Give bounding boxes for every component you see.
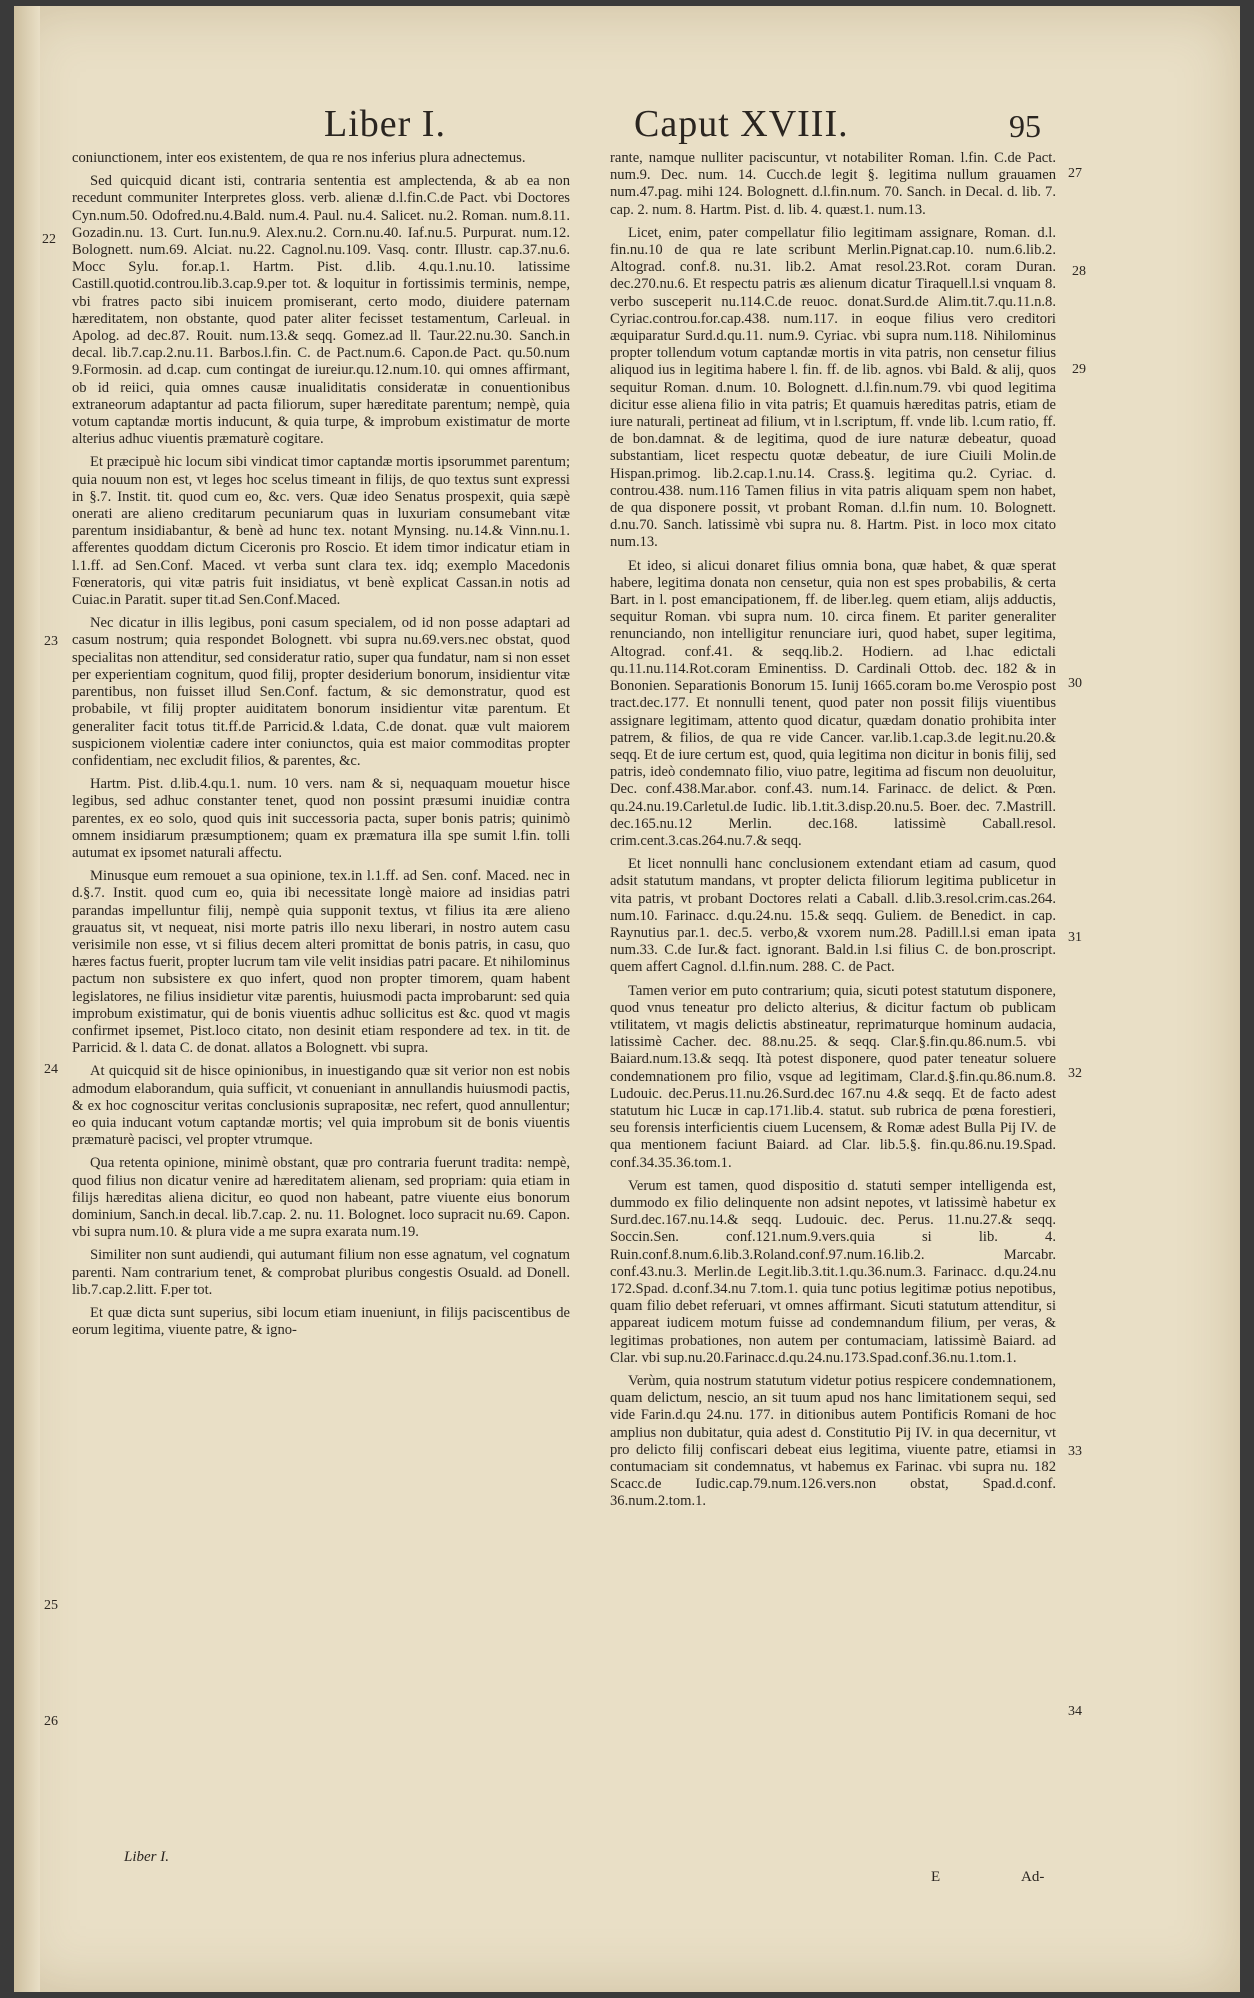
paragraph: Et præcipuè hic locum sibi vindicat timor captandæ mortis ipsorummet parentum; quia nouum non est, vt leges hoc scelus timeant in filijs, de quo textus sunt expressi in §.7. Instit. tit. quod cum eo, &c. vers. Quæ ideo Senatus prospexit, quia sæpè onerati are alieno creditarum pecuniarum quas in luxuriam consumebant vitæ parentum insidiabantur, & benè ad hunc tex. notant Mynsing. nu.14.& Vinn.nu.1. afferentes quoddam dictum Ciceronis pro Roscio. Et idem timor indicatur etiam in l.1.ff. ad Sen.Conf. Maced. vt verba sunt clara tex. idq; exemplo Macedonis Fœneratoris, qui vitæ patris fuit insidiatus, vt benè explicat Cassan.in notis ad Cuiac.in Paratit. super tit.ad Sen.Conf.Maced. bbox=[72, 454, 570, 609]
paragraph: rante, namque nulliter paciscuntur, vt notabiliter Roman. l.fin. C.de Pact. num.9. Dec. num. 14. Cucch.de legit §. legitima nullum grauamen num.47.pag. mihi 124. Bolognett. d.l.fin.num. 70. Sanch. in Decal. d. lib. 7. cap. 2. num. 8. Hartm. Pist. d. lib. 4. quæst.1. num.13. bbox=[610, 150, 1056, 218]
margin-number: 27 bbox=[1068, 166, 1082, 181]
book-page bbox=[14, 6, 1240, 1992]
margin-number: 31 bbox=[1068, 930, 1082, 945]
page-number: 95 bbox=[1009, 108, 1041, 144]
paragraph: Verum est tamen, quod dispositio d. statuti semper intelligenda est, dummodo ex filio delinquente non adsint nepotes, vt latissimè habetur ex Surd.dec.167.nu.14.& seqq. Ludouic. dec. Perus. 11.nu.27.& seqq. Soccin.Sen. conf.121.num.9.vers.quia si lib. 4. Ruin.conf.8.num.6.lib.3.Roland.conf.97.num.16.lib.2. Marcabr. conf.43.nu.3. Merlin.de Legit.lib.3.tit.1.qu.36.num.3. Farinacc. d.qu.24.nu 172.Spad. d.conf.34.nu 7.tom.1. quia tunc potius legitimæ potius nepotibus, quam filio debet referuari, vt omnes affirmant. Sicuti statutum attenditur, si appareat iudicem motum fuisse ad condemnandum filium, per veras, & legitimas probationes, non autem per contumaciam, latissimè Baiard. ad Clar. vbi sup.nu.20.Farinacc.d.qu.24.nu.173.Spad.conf.36.nu.1.tom.1. bbox=[610, 1177, 1056, 1366]
paragraph: Et licet nonnulli hanc conclusionem extendant etiam ad casum, quod adsit statutum mandans, vt propter delicta filiorum legitima publicetur in vita patris, vt probant Doctores relati a Caball. d.lib.3.resol.crim.cas.264. num.10. Farinacc. d.qu.24.nu. 15.& seqq. Guliem. de Benedict. in cap. Raynutius par.1. dec.5. verbo,& vxorem num.28. Padill.l.si eman ipata num.33. C.de Iur.& fact. ignorant. Bald.in l.si filius C. de bon.proscript. quem affert Cagnol. d.l.fin.num. 288. C. de Pact. bbox=[610, 856, 1056, 976]
margin-number: 25 bbox=[44, 1598, 58, 1613]
paragraph: Sed quicquid dicant isti, contraria sententia est amplectenda, & ab ea non recedunt communiter Interpretes gloss. verb. alienæ d.l.fin.C.de Pact. vbi Doctores Cyn.num.50. Odofred.nu.4.Bald. num.4. Paul. nu.4. Salicet. nu.2. Roman. num.8.11. Gozadin.nu. 13. Curt. Iun.nu.9. Alex.nu.2. Corn.nu.40. Iaf.nu.5. Purpurat. num.12. Bolognett. num.69. Alciat. nu.22. Cagnol.nu.109. Vasq. contr. Illustr. cap.37.nu.6. Mocc Sylu. for.ap.1. Hartm. Pist. d.lib. 4.qu.1.nu.10. latissime Castill.quotid.controu.lib.3.cap.9.per tot. & loquitur in fortissimis terminis, nempe, vbi fratres pacto sibi inuicem promiserant, certo modo, diuidere paternam hæreditatem, non obstante, quod pater aliter fecisset testamentum, Carleual. in Apolog. ad dec.87. Rouit. num.13.& seqq. Gomez.ad ll. Taur.22.nu.30. Sanch.in decal. lib.7.cap.2.nu.11. Barbos.l.fin. C. de Pact.num.6. Capon.de Pact. qu.50.num 9.Formosin. ad d.cap. cum contingat de iureiur.qu.12.num.10. qui omnes affirmant, ob id reiici, quia omnes causæ inualiditatis consideratæ in conuentionibus extraneorum adaptantur ad pacta filiorum, super hæreditate parentum; nempè, quia votum captandæ mortis inducunt, & quia turpe, & improbum existimatur de morte alterius adhuc viuentis præmaturè cogitare. bbox=[72, 173, 570, 448]
margin-number: 33 bbox=[1068, 1444, 1082, 1459]
margin-number: 34 bbox=[1068, 1704, 1082, 1719]
paragraph: Et quæ dicta sunt superius, sibi locum etiam inueniunt, in filijs paciscentibus de eorum legitima, viuente patre, & igno- bbox=[72, 1305, 570, 1339]
book-heading: Liber I. bbox=[324, 103, 446, 145]
paragraph: Licet, enim, pater compellatur filio legitimam assignare, Roman. d.l. fin.nu.10 de qua re late scribunt Merlin.Pignat.cap.10. num.6.lib.2. Altograd. conf.8. nu.31. lib.2. Amat resol.23.Rot. coram Duran. dec.270.nu.6. Et respectu patris æs alienum dicatur Tiraquell.l.si vnquam 8. verbo susceperit nu.114.C.de reuoc. donat.Surd.de Alim.tit.7.qu.11.n.8. Cyriac.controu.for.cap.438. num.117. in eoque filius vero creditori æquiparatur Surd.d.qu.11. num.9. Cyriac. vbi supra num.118. Nihilominus propter tollendum votum captandæ mortis in vita patris, non censetur filius aliquod ius in legitima habere l. fin. ff. de lib. agnos. vbi Bald. & alij, quos sequitur Roman. d.num. 10. Bolognett. d.l.fin.num.79. vbi quod legitima dicitur esse aliena filio in vita patris; Et quamuis hæreditas patris, etiam de iure naturali, pertineat ad filium, vt in l.scriptum, ff. vnde lib. l.cum ratio, ff. de bon.damnat. & de legitima, quod de iure naturæ debeatur, quoad substantiam, licet respectu quotæ debeatur, de iure Ciuili Molin.de Hispan.primog. lib.2.cap.1.nu.14. Crass.§. legitima qu.2. Cyriac. d. controu.438. num.116 Tamen filius in vita patris aliquam spem non habet, de qua disponere possit, vt probant Roman. d.l.fin num. 10. Bolognett. d.nu.70. Sanch. latissimè vbi supra nu. 8. Hartm. Pist. in loco mox citato num.13. bbox=[610, 224, 1056, 551]
footer-book-note: Liber I. bbox=[124, 1849, 169, 1865]
margin-number: 28 bbox=[1072, 264, 1086, 279]
paragraph: Similiter non sunt audiendi, qui autumant filium non esse agnatum, vel cognatum parenti. Nam contrarium tenet, & comprobat pluribus congestis Osuald. ad Donell. lib.7.cap.2.litt. F.per tot. bbox=[72, 1247, 570, 1298]
margin-number: 23 bbox=[44, 634, 58, 649]
margin-number: 30 bbox=[1068, 676, 1082, 691]
paragraph: Hartm. Pist. d.lib.4.qu.1. num. 10 vers. nam & si, nequaquam mouetur hisce legibus, sed adhuc constanter tenet, quod non possint præsumi inuidiæ contra parentes, ex eo solo, quod quis init successoria pacta, super bonis patris; quinimò omnem insidiarum præsumptionem; quam ex præmatura illa spe sumit l.fin. tolli autumat ex ipsomet naturali affectu. bbox=[72, 776, 570, 861]
paragraph: Verùm, quia nostrum statutum videtur potius respicere condemnationem, quam delictum, nescio, an sit tuum apud nos hanc limitationem sequi, sed vide Farin.d.qu 24.nu. 177. in ditionibus autem Pontificis Romani de hoc amplius non dubitatur, quia adest d. Constitutio Pij IV. in qua decernitur, vt pro delicto filij confiscari debeat eius legitima, viuente patre, etiamsi in contumaciam sit condemnatus, vt habemus ex Farinac. vbi supra nu. 182 Scacc.de Iudic.cap.79.num.126.vers.non obstat, Spad.d.conf. 36.num.2.tom.1. bbox=[610, 1373, 1056, 1510]
catchword: Ad- bbox=[1021, 1869, 1045, 1885]
margin-number: 26 bbox=[44, 1714, 58, 1729]
paragraph: Tamen verior em puto contrarium; quia, sicuti potest statutum disponere, quod vnus teneatur pro delicto alterius, & dicitur factum ob publicam vtilitatem, vt magis delictis abstineatur, reprimaturque hominum audacia, latissimè Cacher. dec. 88.nu.25. & seqq. Clar.§.fin.qu.86.num.5. vbi Baiard.num.13.& seqq. Ità potest disponere, quod pater teneatur soluere condemnationem pro filio, vsque ad legitimam, Clar.d.§.fin.qu.86.num.8. Ludouic. dec.Perus.11.nu.26.Surd.dec 167.nu 4.& seqq. Et de facto adest statutum hic Lucæ in cap.171.lib.4. statut. sub rubrica de pœna forestieri, seu forensis interficientis ciuem Lucensem, & Romæ adest Bulla Pij IV. de qua mentionem faciunt Baiard. ad Clar. lib.5.§. fin.qu.86.nu.19.Spad. conf.34.35.36.tom.1. bbox=[610, 982, 1056, 1171]
paragraph: Et ideo, si alicui donaret filius omnia bona, quæ habet, & quæ sperat habere, legitima donata non censetur, quia non est spes probabilis, & certa Bart. in l. post emancipationem, ff. de liber.leg. quem etiam, alijs adductis, sequitur Roman. vbi supra num. 10. circa finem. Et pariter generaliter renunciando, non intelligitur renunciare iuri, quod habet, super legitima, Altograd. conf.41. & seqq.lib.2. Hodiern. ad l.hac edictali qu.11.nu.114.Rot.coram Eminentiss. D. Cardinali Ottob. dec. 182 & in Bononien. Separationis Bonorum 15. Iunij 1665.coram bo.me Verospio post tract.dec.177. Et nonnulli tenent, quod pater non possit filijs viuentibus assignare legitimam, attento quod dicatur, quædam donatio prohibita inter patrem, & filios, de qua re vide Cancer. var.lib.1.cap.3.de legit.nu.20.& seqq. Et de iure certum est, quod, quia legitima non dicitur in bonis filij, sed patris, ideò condemnato filio, viuo patre, legitima ad fiscum non deuoluitur, Dec. conf.438.Mar.abor. conf.43. num.14. Farinacc. de delict. & Pœn. qu.24.nu.19.Carletul.de Iudic. lib.1.tit.3.disp.20.nu.5. Boer. dec. 7.Mastrill. dec.165.nu.12 Merlin. dec.168. latissimè Caball.resol. crim.cent.3.cas.264.nu.7.& seqq. bbox=[610, 557, 1056, 849]
chapter-heading: Caput XVIII. bbox=[634, 103, 849, 145]
paragraph: coniunctionem, inter eos existentem, de qua re nos inferius plura adnectemus. bbox=[72, 150, 526, 166]
paragraph: Nec dicatur in illis legibus, poni casum specialem, od id non posse adaptari ad casum nostrum; quia respondet Bolognett. vbi supra nu.69.vers.nec obstat, quod specialitas non attenditur, sed consideratur ratio, super qua fundatur, nam si non esset per experientiam cognitum, quod filij, propter desiderium bonorum, insidientur vitæ parentibus, non fuisset illud Sen.Conf. factum, & sic demonstratur, quod est probabile, vt filij propter auiditatem bonorum insidientur vitæ parentum. Et generaliter facit totus tit.ff.de Parricid.& l.data, C.de donat. quæ vult maiorem suspicionem violentiæ cadere inter coniunctos, quia est maior commoditas propter confidentiam, nec excludit filios, & parentes, &c. bbox=[72, 615, 570, 769]
running-head bbox=[14, 102, 1240, 146]
margin-number: 24 bbox=[44, 1062, 58, 1077]
margin-number: 32 bbox=[1068, 1066, 1082, 1081]
right-column bbox=[610, 150, 1056, 1517]
margin-number: 29 bbox=[1072, 362, 1086, 377]
binding-shadow bbox=[14, 6, 40, 1992]
signature-mark: E bbox=[931, 1869, 941, 1885]
left-column bbox=[72, 150, 570, 1345]
paragraph: Minusque eum remouet a sua opinione, tex.in l.1.ff. ad Sen. conf. Maced. nec in d.§.7. Instit. quod cum eo, quia ibi necessitate longè maiore ad insidias patri parandas impelluntur filij, nempè quia supponit textus, vt filius ita ære alieno grauatus sit, vt nequeat, nisi morte patris illo nexu liberari, in nostro autem casu verisimile non esse, vt si filius decem alteri promittat de bonis patris, in casu, quo hæres factus fuerit, propter lucrum tam vile velit insidias patri pacare. Et nihilominus pactum non subsistere ex quo infert, quod non propter timorem, quam habent legislatores, ne filius insidietur vitæ parentis, huiusmodi pacta improbarunt: sed quia improbum existimatur, qui de bonis viuentis adhuc sollicitus est &c. quod vt magis confirmet ipsemet, Pist.loco citato, non desinit etiam respondere ad tex. in tit. de Parricid. & l. data C. de donat. allatos a Bolognett. vbi supra. bbox=[72, 868, 570, 1057]
paragraph: At quicquid sit de hisce opinionibus, in inuestigando quæ sit verior non est nobis admodum elaborandum, quia sufficit, vt conueniant in annullandis huiusmodi pactis, & ex hoc cognoscitur veritas conclusionis suprapositæ, nec refert, quod annullentur; eo quia inducant votum captandæ mortis; vel quia improbum sit de bonis viuentis præmaturè pacisci, vel propter vtrumque. bbox=[72, 1063, 570, 1149]
margin-number: 22 bbox=[42, 232, 56, 247]
paragraph: Qua retenta opinione, minimè obstant, quæ pro contraria fuerunt tradita: nempè, quod filius non dicatur venire ad hæreditatem alienam, sed propriam: quia etiam in filijs hæreditas aliena dicitur, eo quod non habeant, patre viuente eius bonorum dominium, Sanch.in decal. lib.7.cap. 2. nu. 11. Bolognet. loco supracit nu.69. Capon. vbi supra num.10. & plura vide a me supra exarata num.19. bbox=[72, 1155, 570, 1241]
